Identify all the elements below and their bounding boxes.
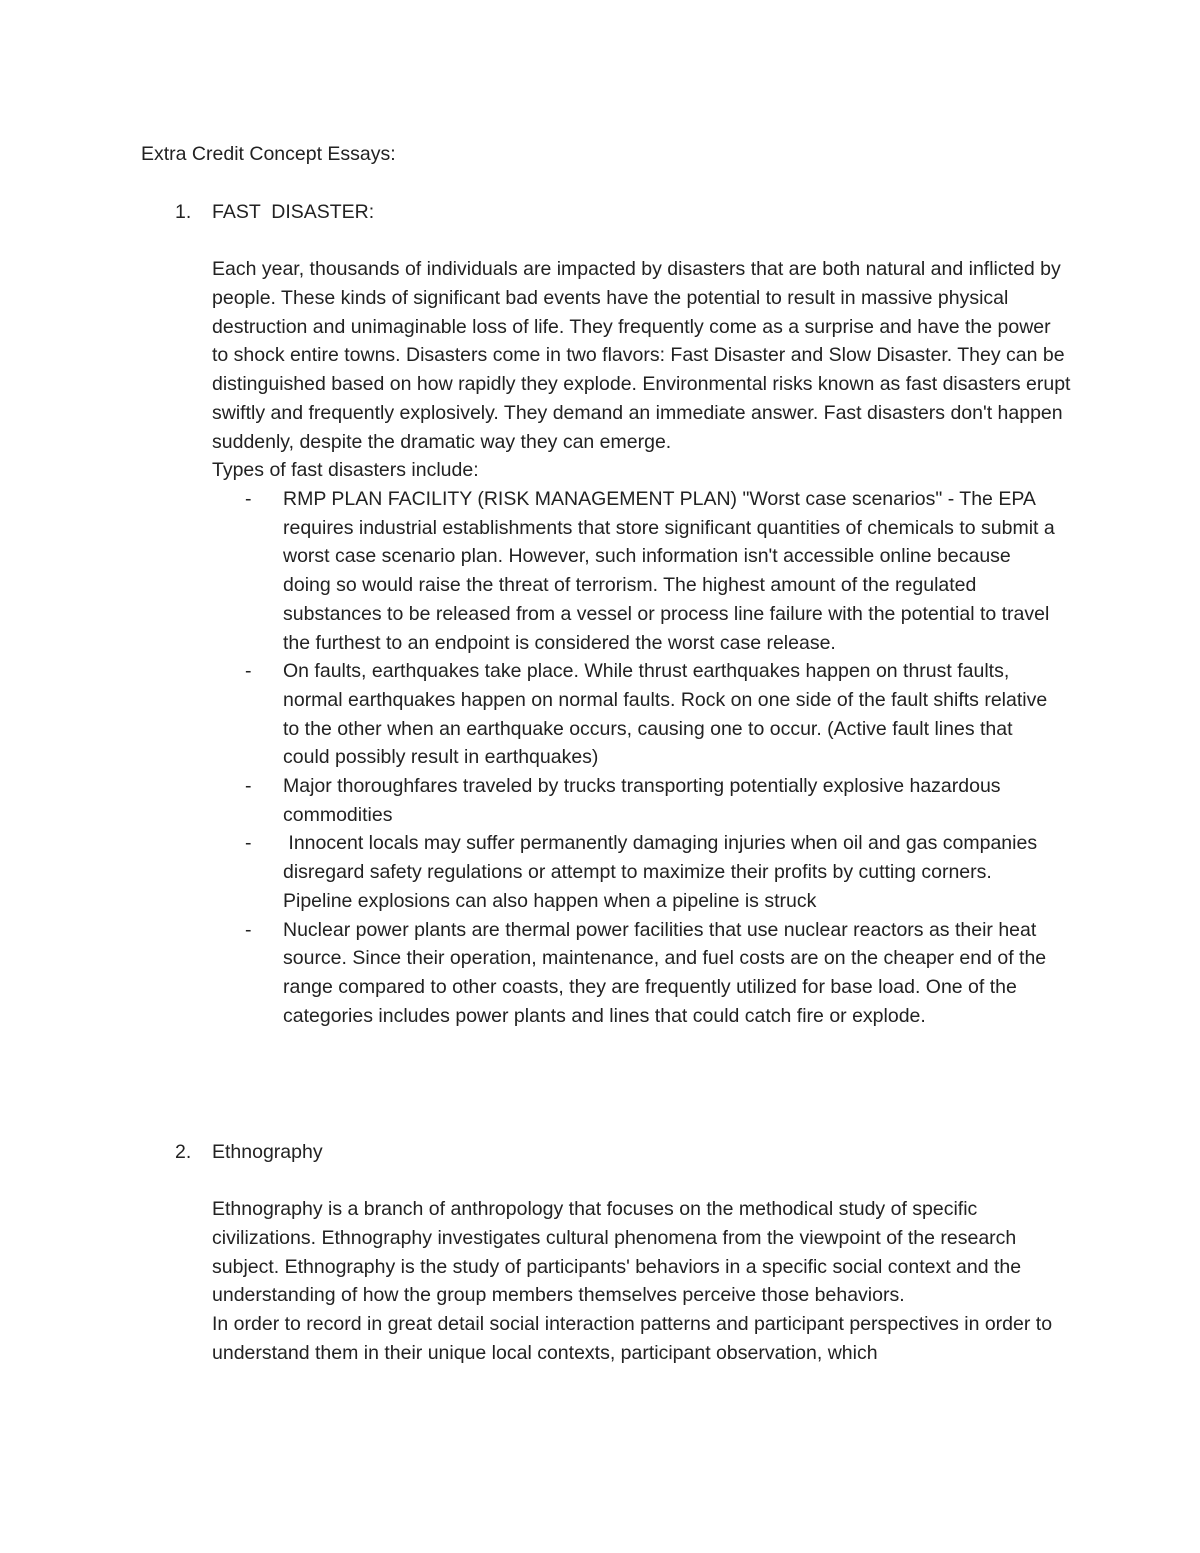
section-heading-row (141, 1138, 1071, 1167)
section-ethnography (141, 1138, 1071, 1368)
spacer (141, 227, 1071, 256)
section-paragraph: Ethnography is a branch of anthropology that focuses on the methodical study of specific civilizations. Ethnography investigates cultural phenomena from the viewpoint of the research subject. Ethnography is the study of participants' behaviors in a specific social context and the understanding of how the group members themselves perceive those behaviors. (212, 1198, 1022, 1307)
section-heading: FAST DISASTER: (212, 201, 375, 223)
bullet-marker: - (245, 660, 252, 683)
section-heading-row (141, 198, 1071, 227)
list-item-text: Innocent locals may suffer permanently damaging injuries when oil and gas companies disregard safety regulations or attempt to maximize their profits by cutting corners. Pipeline explosions can also happen when a pipeline is struck (283, 832, 1043, 912)
bullet-marker: - (245, 775, 252, 798)
list-item-text: RMP PLAN FACILITY (RISK MANAGEMENT PLAN) "Worst case scenarios" - The EPA requires industrial establishments that store significant quantities of chemicals to submit a worst case scenario plan. However, such information isn't accessible online because doing so would raise the threat of terrorism. The highest amount of the regulated substances to be released from a vessel or process line failure with the potential to travel the furthest to an endpoint is considered the worst case release. (283, 488, 1055, 654)
bullet-marker: - (245, 832, 252, 855)
spacer (141, 1167, 1071, 1196)
section-number: 2. (175, 1141, 192, 1163)
list-item (245, 916, 1063, 1031)
list-intro: Types of fast disasters include: (212, 459, 479, 482)
section-paragraph: Each year, thousands of individuals are impacted by disasters that are both natural and inflicted by people. These kinds of significant bad events have the potential to result in massive physical destruction and unimaginable loss of life. They frequently come as a surprise and have the power to shock entire towns. Disasters come in two flavors: Fast Disaster and Slow Disaster. They can be distinguished based on how rapidly they explode. Environmental risks known as fast disasters erupt swiftly and frequently explosively. They demand an immediate answer. Fast disasters don't happen suddenly, despite the dramatic way they can emerge. (212, 258, 1071, 453)
bullet-marker: - (245, 918, 252, 941)
document-title: Extra Credit Concept Essays: (141, 143, 396, 165)
bullet-marker: - (245, 488, 252, 510)
list-item-text: Major thoroughfares traveled by trucks transporting potentially explosive hazardous commodities (283, 775, 1001, 826)
section-heading: Ethnography (212, 1141, 323, 1163)
list-item-text: Nuclear power plants are thermal power facilities that use nuclear reactors as their heat source. Since their operation, maintenance, and fuel costs are on the cheaper end of the range compared to other coasts, they are frequently utilized for base load. One of the categories includes power plants and lines that could catch fire or explode. (283, 918, 1047, 1027)
list-item-text: On faults, earthquakes take place. While thrust earthquakes happen on thrust faults, normal earthquakes happen on normal faults. Rock on one side of the fault shifts relative to the other when an earthquake occurs, causing one to occur. (Active fault lines that could possibly result in earthquakes) (283, 660, 1048, 769)
section-number: 1. (175, 201, 192, 223)
section-fast-disaster (141, 198, 1071, 1030)
list-item (245, 829, 1063, 915)
list-item (245, 485, 1063, 657)
list-item (245, 657, 1063, 772)
list-item (245, 772, 1063, 829)
section-paragraph-continued: In order to record in great detail social interaction patterns and participant perspectives in order to understand them in their unique local contexts, participant observation, which (212, 1313, 1053, 1364)
bullet-list (141, 485, 1071, 1030)
